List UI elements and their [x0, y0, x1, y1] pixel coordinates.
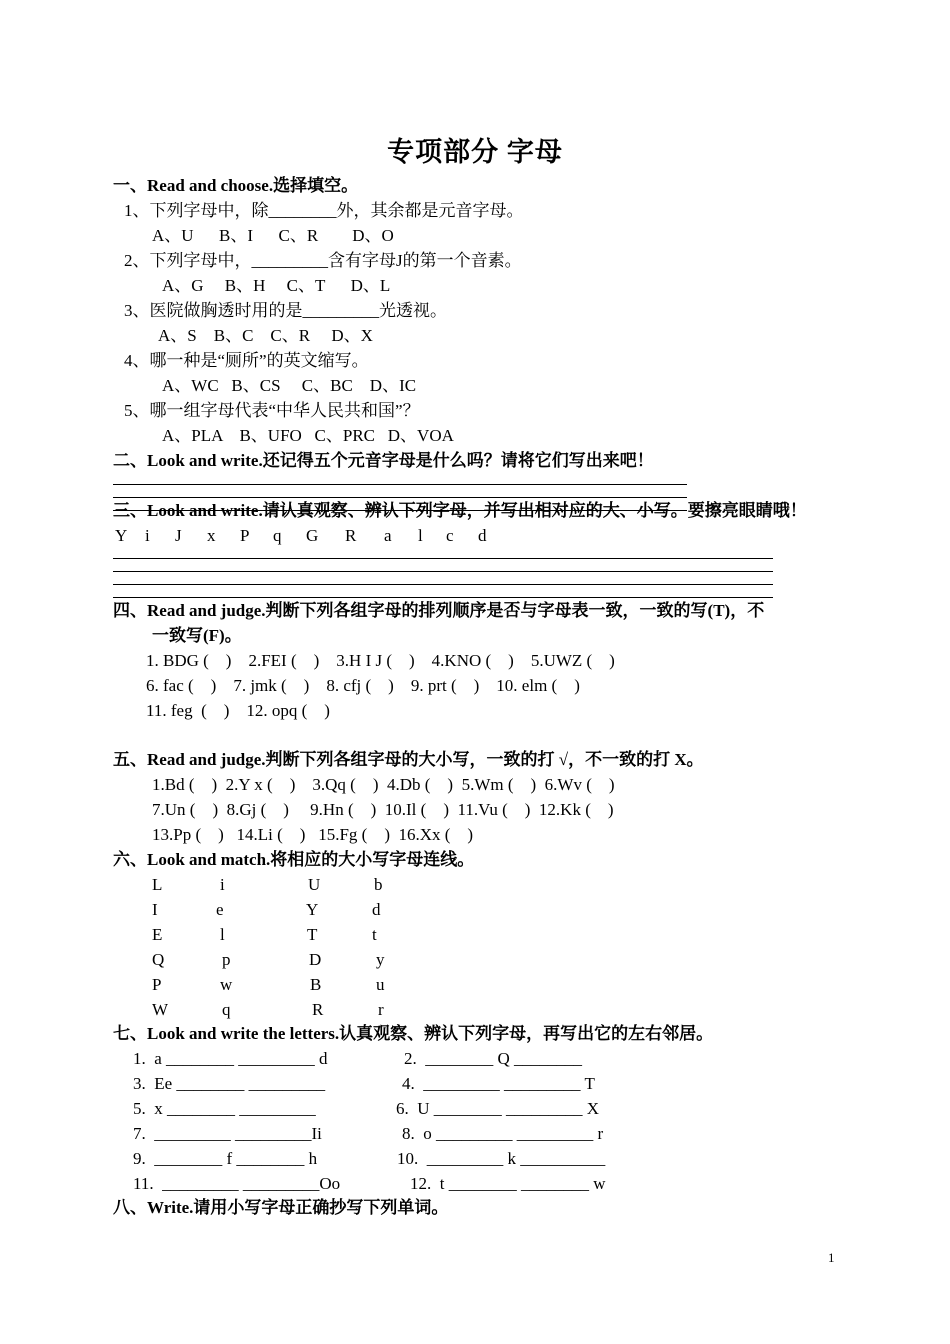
match-letter: W — [152, 1000, 169, 1019]
neighbor-item-12: 12. t ________ ________ w — [410, 1174, 606, 1193]
section-3-heading: 三、Look and write.请认真观察、辨认下列字母，并写出相对应的大、小写。要擦亮眼睛哦！ — [113, 501, 807, 520]
neighbor-item-5: 5. x ________ _________ — [133, 1099, 316, 1118]
match-letter: b — [374, 875, 383, 894]
neighbor-item-11: 11. _________ _________Oo — [133, 1174, 341, 1193]
question-1: 1、下列字母中，除________外，其余都是元音字母。 — [124, 201, 524, 220]
letter: Y — [115, 526, 128, 545]
letter: R — [345, 526, 357, 545]
section-7-heading: 七、Look and write the letters.认真观察、辨认下列字母，再写出它的左右邻居。 — [113, 1024, 714, 1043]
judge-case-row-1: 1.Bd ( ) 2.Y x ( ) 3.Qq ( ) 4.Db ( ) 5.Wm ( ) 6.Wv ( ) — [152, 775, 615, 794]
judge-order-row-2: 6. fac ( ) 7. jmk ( ) 8. cfj ( ) 9. prt ( ) 10. elm ( ) — [146, 676, 580, 695]
letter: i — [145, 526, 150, 545]
match-row — [152, 949, 452, 971]
neighbor-item-9: 9. ________ f ________ h — [133, 1149, 318, 1168]
match-letter: u — [376, 975, 385, 994]
question-4: 4、哪一种是“厕所”的英文缩写。 — [124, 351, 369, 370]
neighbor-item-2: 2. ________ Q ________ — [404, 1049, 583, 1068]
judge-case-row-2: 7.Un ( ) 8.Gj ( ) 9.Hn ( ) 10.Il ( ) 11.Vu ( ) 12.Kk ( ) — [152, 800, 614, 819]
letter: l — [418, 526, 423, 545]
letter: J — [175, 526, 182, 545]
match-letter: p — [222, 950, 231, 969]
question-5-options: A、PLA B、UFO C、PRC D、VOA — [162, 426, 454, 445]
judge-case-row-3: 13.Pp ( ) 14.Li ( ) 15.Fg ( ) 16.Xx ( ) — [152, 825, 474, 844]
section-4-heading: 四、Read and judge.判断下列各组字母的排列顺序是否与字母表一致，一致的写(T)，不 — [113, 601, 765, 620]
match-letter: L — [152, 875, 163, 894]
letter: q — [273, 526, 282, 545]
answer-line — [113, 597, 773, 598]
match-letter: Q — [152, 950, 165, 969]
question-2: 2、下列字母中，_________含有字母J的第一个音素。 — [124, 251, 522, 270]
match-letter: i — [220, 875, 225, 894]
match-letter: d — [372, 900, 381, 919]
letter: P — [240, 526, 250, 545]
question-1-options: A、U B、I C、R D、O — [152, 226, 394, 245]
match-letter: r — [378, 1000, 384, 1019]
neighbor-item-7: 7. _________ _________Ii — [133, 1124, 322, 1143]
match-row — [152, 899, 452, 921]
match-letter: y — [376, 950, 385, 969]
letter: a — [384, 526, 392, 545]
match-letter: D — [309, 950, 322, 969]
match-letter: T — [307, 925, 318, 944]
section-2-heading: 二、Look and write.还记得五个元音字母是什么吗？请将它们写出来吧！ — [113, 451, 654, 470]
match-row — [152, 924, 452, 946]
match-letter: R — [312, 1000, 324, 1019]
neighbor-item-3: 3. Ee ________ _________ — [133, 1074, 326, 1093]
match-row — [152, 874, 452, 896]
match-row — [152, 999, 452, 1021]
match-letter: U — [308, 875, 321, 894]
question-3: 3、医院做胸透时用的是_________光透视。 — [124, 301, 447, 320]
neighbor-item-1: 1. a ________ _________ d — [133, 1049, 328, 1068]
neighbor-item-8: 8. o _________ _________ r — [402, 1124, 604, 1143]
letter: x — [207, 526, 216, 545]
neighbor-item-4: 4. _________ _________ T — [402, 1074, 595, 1093]
match-letter: q — [222, 1000, 231, 1019]
judge-order-row-3: 11. feg ( ) 12. opq ( ) — [146, 701, 330, 720]
answer-line — [113, 484, 687, 485]
answer-line — [113, 571, 773, 572]
section-6-heading: 六、Look and match.将相应的大小写字母连线。 — [113, 850, 475, 869]
match-letter: e — [216, 900, 224, 919]
match-letter: E — [152, 925, 163, 944]
letter-list — [113, 525, 813, 547]
letter: c — [446, 526, 454, 545]
question-4-options: A、WC B、CS C、BC D、IC — [162, 376, 417, 395]
neighbor-item-10: 10. _________ k __________ — [397, 1149, 606, 1168]
judge-order-row-1: 1. BDG ( ) 2.FEI ( ) 3.H I J ( ) 4.KNO ( ) 5.UWZ ( ) — [146, 651, 615, 670]
question-3-options: A、S B、C C、R D、X — [158, 326, 373, 345]
answer-line — [113, 497, 687, 498]
section-5-heading: 五、Read and judge.判断下列各组字母的大小写，一致的打 √，不一致的打 X。 — [113, 750, 704, 769]
question-2-options: A、G B、H C、T D、L — [162, 276, 391, 295]
match-letter: I — [152, 900, 158, 919]
question-5: 5、哪一组字母代表“中华人民共和国”？ — [124, 401, 420, 420]
letter: d — [478, 526, 487, 545]
page-number: 1 — [828, 1250, 835, 1265]
neighbor-item-6: 6. U ________ _________ X — [396, 1099, 600, 1118]
section-1-heading: 一、Read and choose.选择填空。 — [113, 176, 359, 195]
match-letter: P — [152, 975, 162, 994]
match-letter: w — [220, 975, 233, 994]
answer-line — [113, 558, 773, 559]
match-letter: l — [220, 925, 225, 944]
match-row — [152, 974, 452, 996]
match-letter: Y — [306, 900, 319, 919]
section-4-heading-cont: 一致写(F)。 — [152, 626, 242, 645]
section-8-heading: 八、Write.请用小写字母正确抄写下列单词。 — [113, 1198, 449, 1217]
match-letter: t — [372, 925, 377, 944]
letter: G — [306, 526, 319, 545]
page-title: 专项部分 字母 — [387, 137, 563, 167]
answer-line — [113, 584, 773, 585]
match-letter: B — [310, 975, 322, 994]
